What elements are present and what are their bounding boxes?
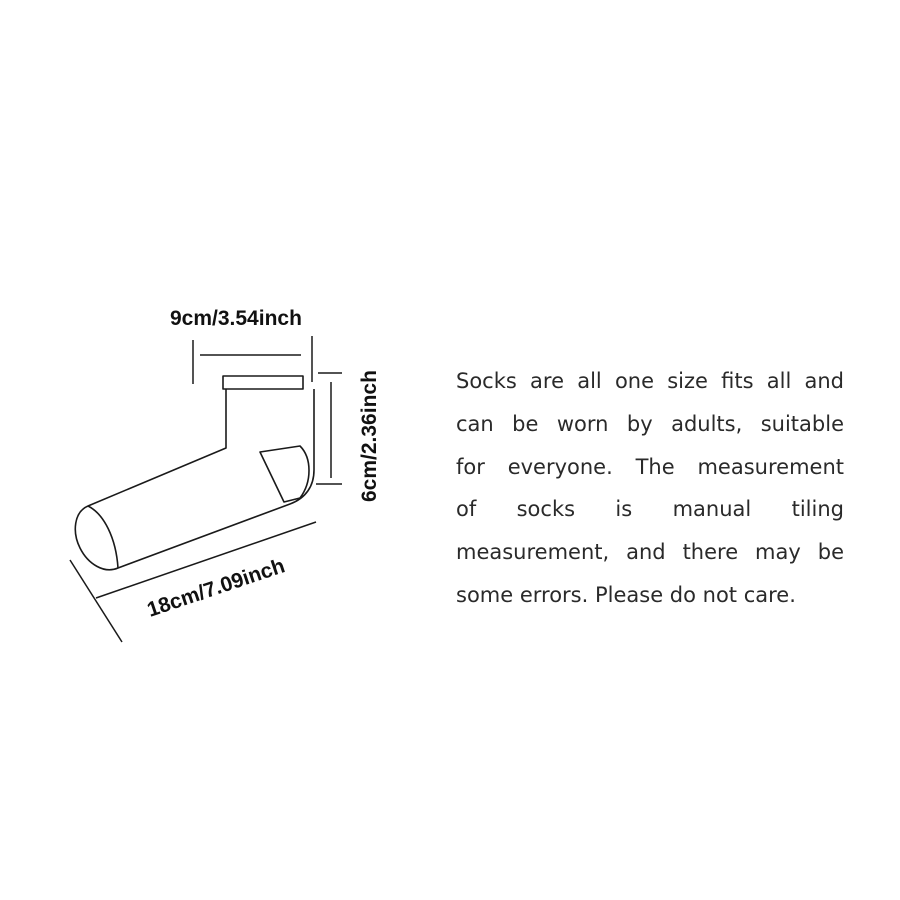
description-line: can be worn by adults, suitable	[456, 411, 844, 436]
sock-cuff	[223, 376, 303, 389]
length-extension	[70, 560, 122, 642]
description-line: measurement, and there may be	[456, 540, 844, 565]
height-label: 6cm/2.36inch	[358, 370, 381, 502]
description-line: some errors. Please do not care.	[456, 582, 796, 607]
description-line: of socks is manual tiling	[456, 497, 844, 522]
width-label: 9cm/3.54inch	[170, 307, 302, 330]
sock-heel	[260, 446, 309, 502]
length-label: 18cm/7.09inch	[144, 554, 288, 622]
description-line: for everyone. The measurement	[456, 454, 844, 479]
sock-toe-seam	[88, 506, 118, 568]
description-line: Socks are all one size fits all and	[456, 369, 844, 393]
sock-outline	[75, 376, 314, 570]
size-description	[456, 360, 844, 617]
sock-body	[75, 389, 314, 570]
